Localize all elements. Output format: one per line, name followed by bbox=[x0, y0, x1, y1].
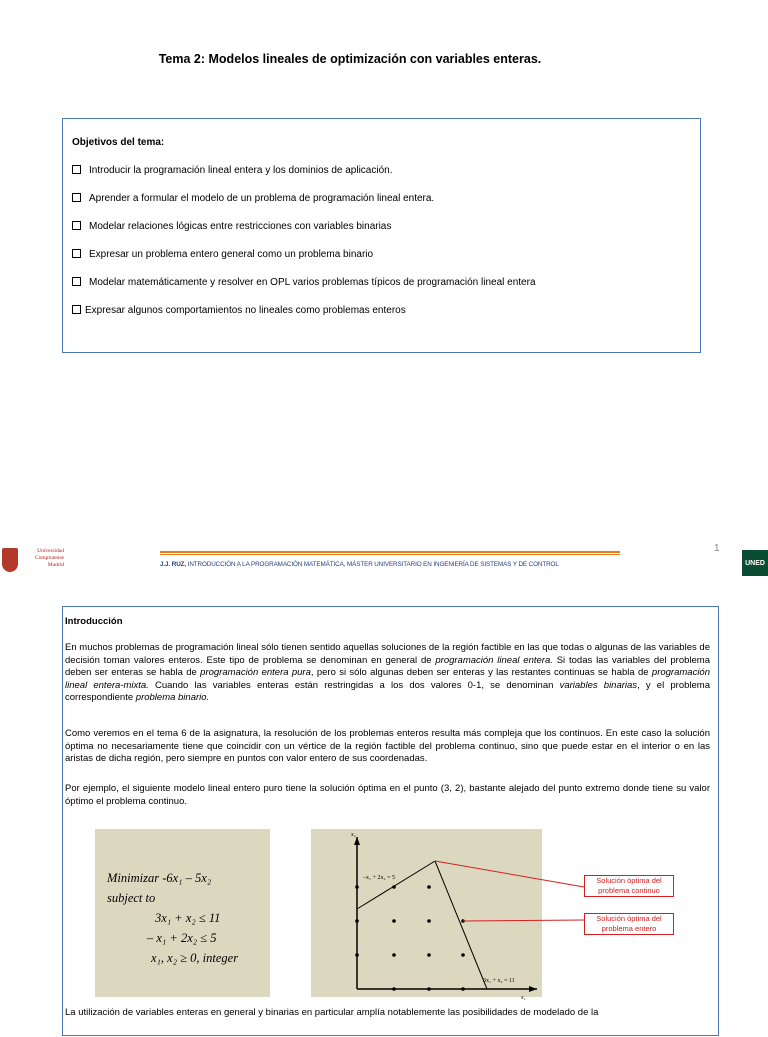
footer-divider bbox=[160, 551, 620, 553]
checkbox-icon bbox=[72, 305, 81, 314]
model-constraint-1: 3x₁ + x₂ ≤ 11 bbox=[155, 911, 221, 925]
uned-logo: UNED bbox=[742, 550, 768, 576]
constraint-line-2 bbox=[435, 861, 487, 989]
paragraph-4: La utilización de variables enteras en general y binarias en particular amplía notablemente las posibilidades de modelado de la bbox=[65, 1007, 599, 1018]
objectives-heading: Objetivos del tema: bbox=[72, 137, 165, 148]
constraint-line-1 bbox=[357, 861, 435, 909]
model-constraint-2: – x₁ + 2x₂ ≤ 5 bbox=[147, 931, 217, 945]
slide-title: Tema 2: Modelos lineales de optimización con variables enteras. bbox=[158, 52, 542, 66]
checkbox-icon bbox=[72, 249, 81, 258]
introduction-heading: Introducción bbox=[65, 616, 123, 627]
checkbox-icon bbox=[72, 221, 81, 230]
university-logo-text: Universidad Complutense Madrid bbox=[34, 548, 64, 568]
objective-item: Expresar algunos comportamientos no lineales como problemas enteros bbox=[72, 305, 406, 316]
checkbox-icon bbox=[72, 193, 81, 202]
paragraph-1: En muchos problemas de programación lineal sólo tienen sentido aquellas soluciones de la región factible en las que todas o algunas de las variables de decisión toman valores enteros. Este tipo de problema se denominan en general de programación lineal entera. Si todas las variables del problema deben ser enteras se habla de programación entera pura, pero si sólo algunas deben ser enteras y las restantes continuas se habla de programación lineal entera-mixta. Cuando las variables enteras están restringidas a los dos valores 0-1, se denominan variables binarias, y el problema correspondiente problema binario. bbox=[65, 642, 711, 703]
feasible-region-plot bbox=[311, 829, 542, 1001]
continuous-optimum-callout: Solución óptima del problema continuo bbox=[584, 875, 674, 897]
constraint-2-label: 3x₁ + x₂ = 11 bbox=[483, 978, 515, 984]
objective-item: Introducir la programación lineal entera y los dominios de aplicación. bbox=[72, 165, 393, 176]
y-axis-label: x₂ bbox=[351, 832, 356, 838]
objective-item: Modelar relaciones lógicas entre restricciones con variables binarias bbox=[72, 221, 391, 232]
objectives-box bbox=[62, 118, 701, 353]
model-subject-to: subject to bbox=[107, 891, 156, 905]
x-axis-label: x₁ bbox=[521, 995, 526, 1001]
objective-item: Aprender a formular el modelo de un problema de programación lineal entera. bbox=[72, 193, 434, 204]
footer-credit: J.J. RUZ, INTRODUCCIÓN A LA PROGRAMACIÓN MATEMÁTICA, MÁSTER UNIVERSITARIO EN INGENIERÍA DE SISTEMAS Y DE CONTROL bbox=[160, 561, 559, 568]
model-objective: Minimizar -6x₁ – 5x₂ bbox=[107, 871, 212, 885]
paragraph-3: Por ejemplo, el siguiente modelo lineal entero puro tiene la solución óptima en el punto (3, 2), bastante alejado del punto extremo donde tiene su valor óptimo el problema continuo. bbox=[65, 783, 710, 807]
page-number: 1 bbox=[714, 543, 720, 554]
checkbox-icon bbox=[72, 165, 81, 174]
paragraph-2: Como veremos en el tema 6 de la asignatura, la resolución de los problemas enteros resulta más compleja que los continuos. En este caso la solución óptima no necesariamente tiene que coincidir con un vértice de la región factible del problema continuo, sino que puede estar en el interior o en las aristas de dicha región, pero siempre en puntos con valor entero de sus coordenadas. bbox=[65, 728, 710, 764]
integer-optimum-callout: Solución óptima del problema entero bbox=[584, 913, 674, 935]
integer-points bbox=[355, 885, 465, 991]
introduction-box bbox=[62, 606, 719, 1036]
objective-item: Modelar matemáticamente y resolver en OPL varios problemas típicos de programación lineal entera bbox=[72, 277, 536, 288]
checkbox-icon bbox=[72, 277, 81, 286]
y-axis-arrow bbox=[354, 837, 360, 845]
university-crest-icon bbox=[2, 548, 18, 572]
objective-item: Expresar un problema entero general como un problema binario bbox=[72, 249, 373, 260]
footer-divider-thin bbox=[160, 554, 620, 555]
x-axis-arrow bbox=[529, 986, 537, 992]
constraint-1-label: –x₁ + 2x₂ = 5 bbox=[363, 875, 395, 881]
feasible-region-svg bbox=[311, 829, 542, 1001]
model-domain: x₁, x₂ ≥ 0, integer bbox=[151, 951, 239, 965]
model-formulation bbox=[95, 829, 270, 997]
